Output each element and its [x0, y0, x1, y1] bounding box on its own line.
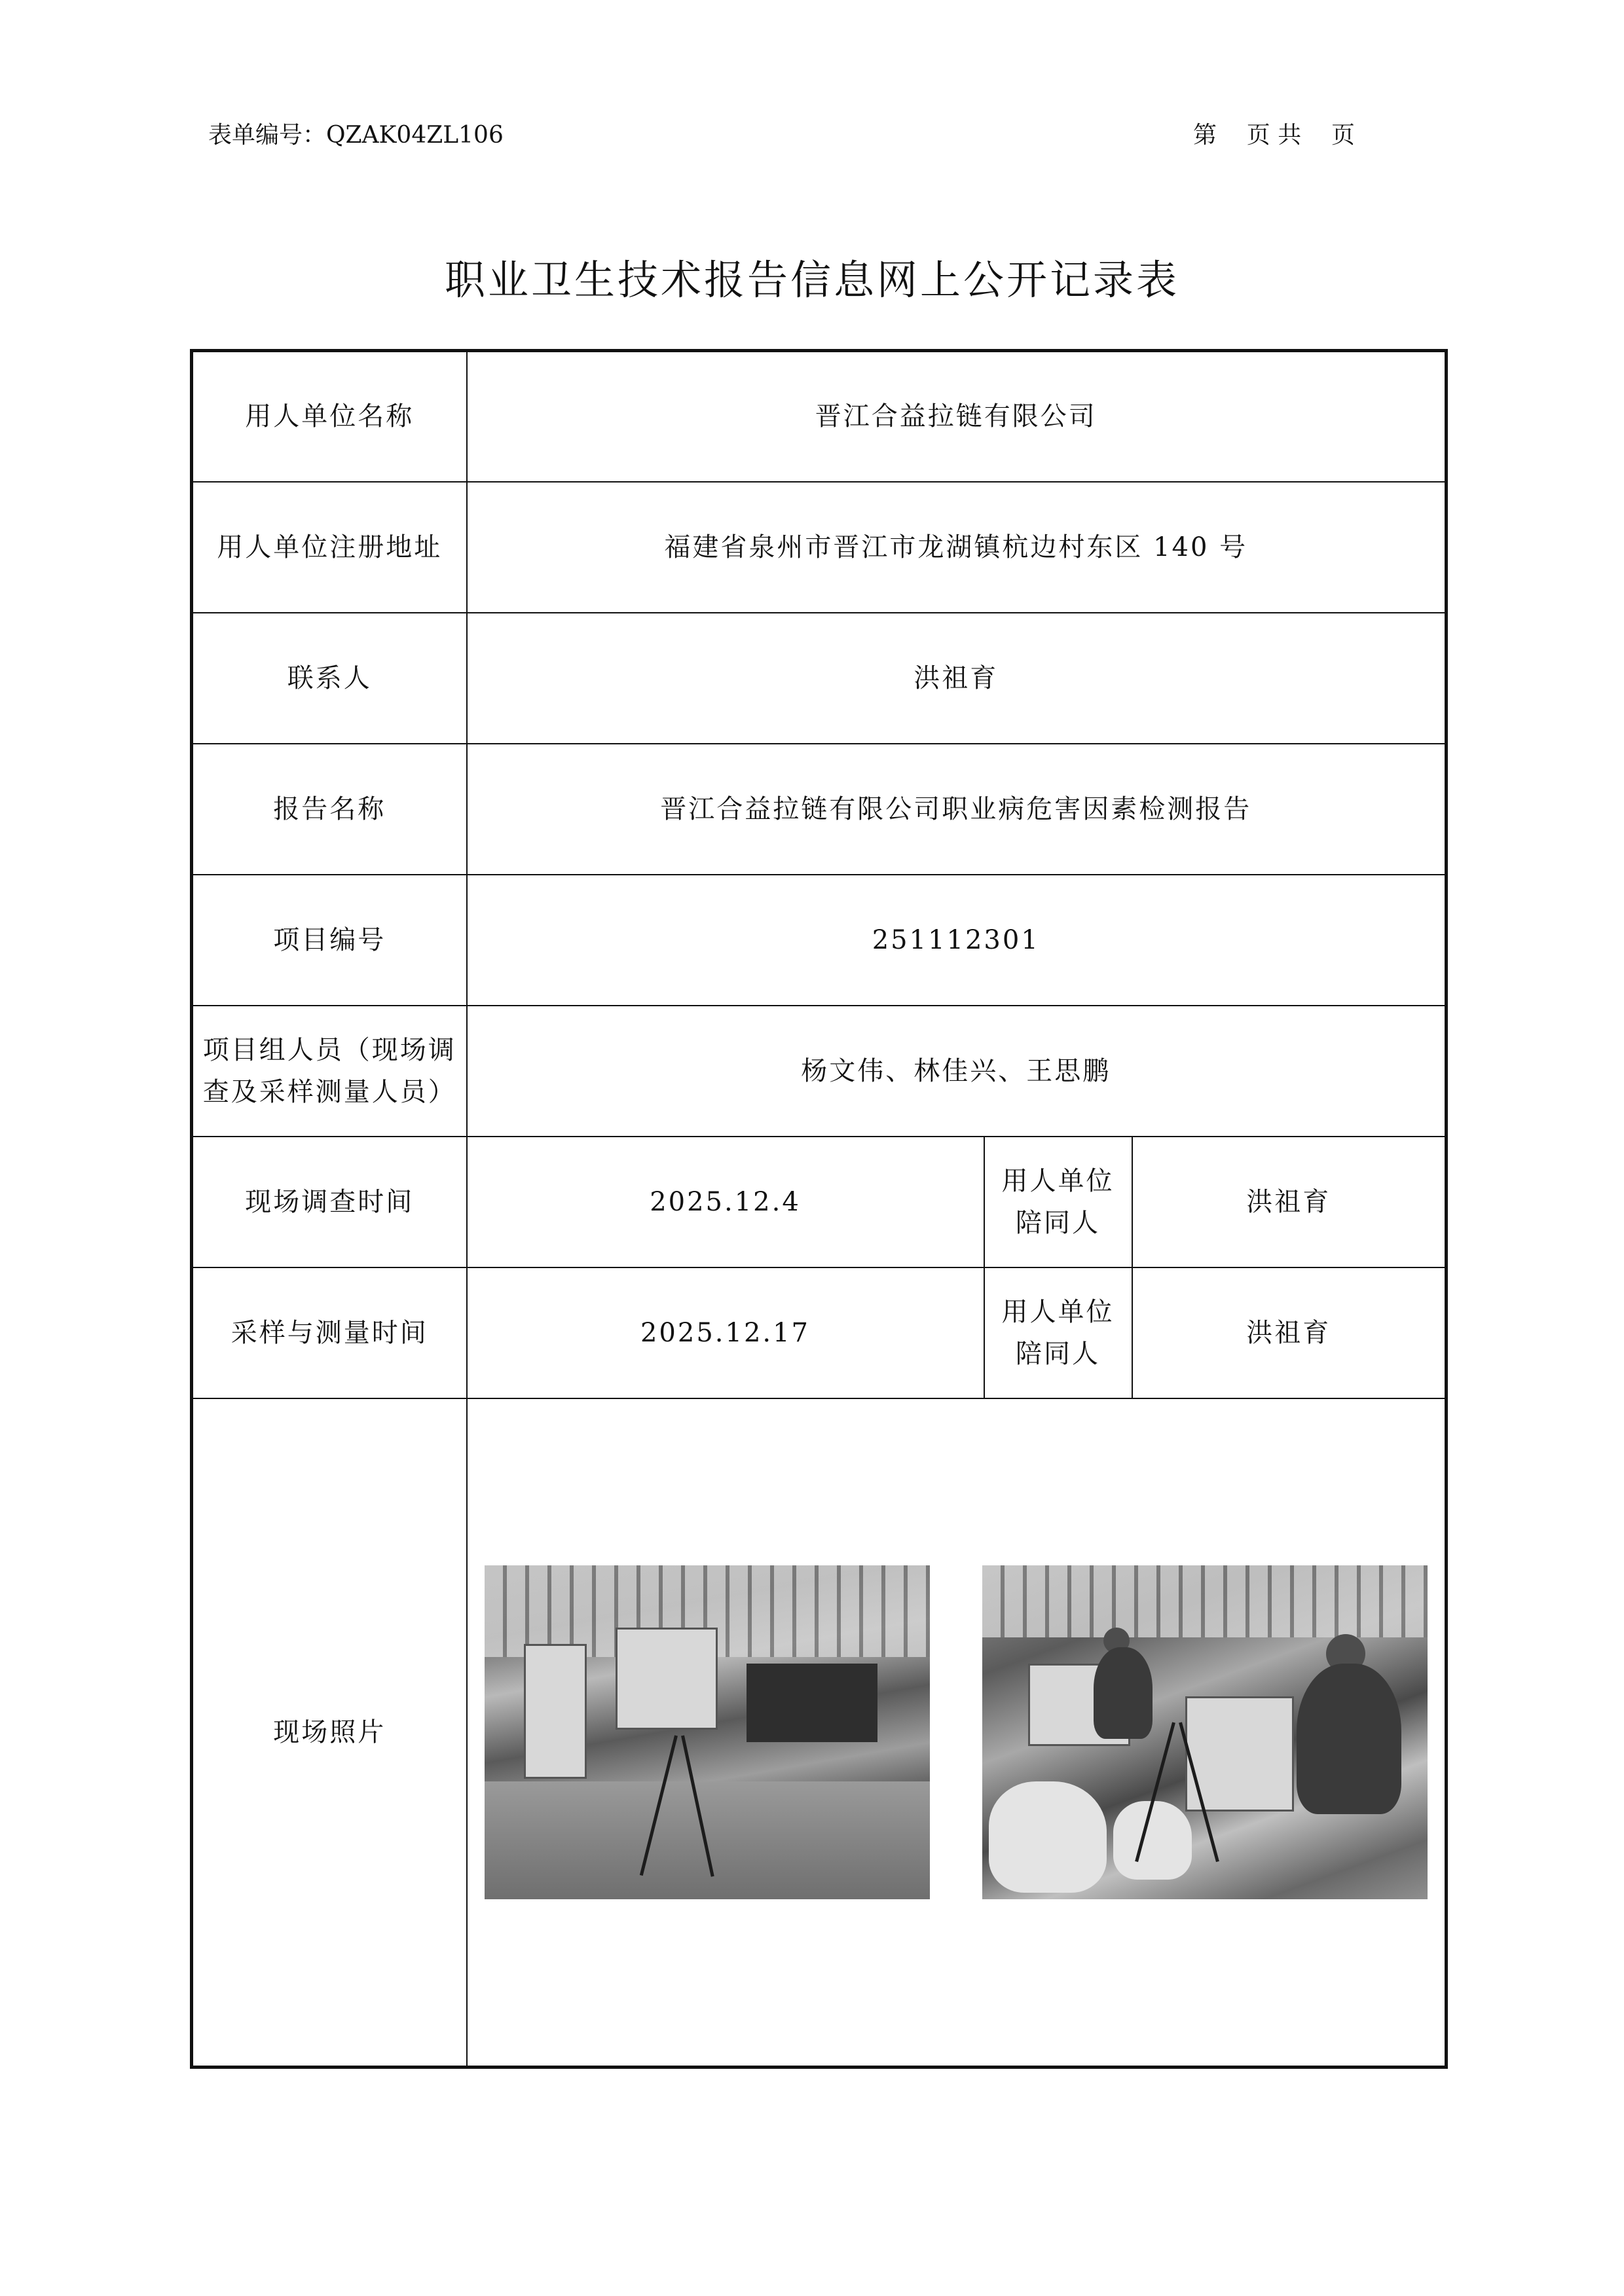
photo-gallery [468, 1565, 1445, 1899]
table-row [192, 1006, 1447, 1137]
project-number-value: 251112301 [467, 875, 1447, 1006]
team-members-value: 杨文伟、林佳兴、王思鹏 [467, 1006, 1447, 1137]
table-row [192, 1398, 1447, 2068]
sampling-time-value: 2025.12.17 [467, 1267, 984, 1398]
employer-name-value: 晋江合益拉链有限公司 [467, 351, 1447, 482]
worker-seated [1297, 1664, 1401, 1814]
contact-value: 洪祖育 [467, 613, 1447, 744]
machine-body [747, 1664, 877, 1742]
page-title: 职业卫生技术报告信息网上公开记录表 [444, 256, 1179, 304]
survey-companion-label: 用人单位陪同人 [984, 1137, 1132, 1267]
worker-seated [1094, 1647, 1153, 1739]
record-table [190, 349, 1448, 2069]
workshop-floor [485, 1781, 930, 1899]
machine-cabinet [616, 1628, 718, 1730]
report-name-value: 晋江合益拉链有限公司职业病危害因素检测报告 [467, 744, 1447, 875]
site-photo-machines [485, 1565, 930, 1899]
table-row [192, 613, 1447, 744]
survey-companion-value: 洪祖育 [1132, 1137, 1447, 1267]
sack [989, 1781, 1107, 1893]
window-grille [982, 1565, 1428, 1637]
page-info: 第 页 共 页 [1193, 122, 1355, 149]
report-name-label: 报告名称 [192, 744, 467, 875]
workbench [1185, 1696, 1294, 1812]
table-row [192, 482, 1447, 613]
registered-address-label: 用人单位注册地址 [192, 482, 467, 613]
project-number-label: 项目编号 [192, 875, 467, 1006]
site-photos-label: 现场照片 [192, 1398, 467, 2068]
site-photo-workers [982, 1565, 1428, 1899]
contact-label: 联系人 [192, 613, 467, 744]
form-number: 表单编号：QZAK04ZL106 [208, 122, 504, 149]
table-row [192, 1137, 1447, 1267]
sampling-time-label: 采样与测量时间 [192, 1267, 467, 1398]
site-photos-cell [467, 1398, 1447, 2068]
survey-time-label: 现场调查时间 [192, 1137, 467, 1267]
survey-time-value: 2025.12.4 [467, 1137, 984, 1267]
employer-name-label: 用人单位名称 [192, 351, 467, 482]
table-row [192, 744, 1447, 875]
machine-cabinet [524, 1644, 587, 1779]
table-row [192, 875, 1447, 1006]
sampling-companion-value: 洪祖育 [1132, 1267, 1447, 1398]
sack [1113, 1801, 1192, 1880]
table-row [192, 1267, 1447, 1398]
team-members-label: 项目组人员（现场调查及采样测量人员） [192, 1006, 467, 1137]
sampling-companion-label: 用人单位陪同人 [984, 1267, 1132, 1398]
registered-address-value: 福建省泉州市晋江市龙湖镇杭边村东区 140 号 [467, 482, 1447, 613]
table-row [192, 351, 1447, 482]
